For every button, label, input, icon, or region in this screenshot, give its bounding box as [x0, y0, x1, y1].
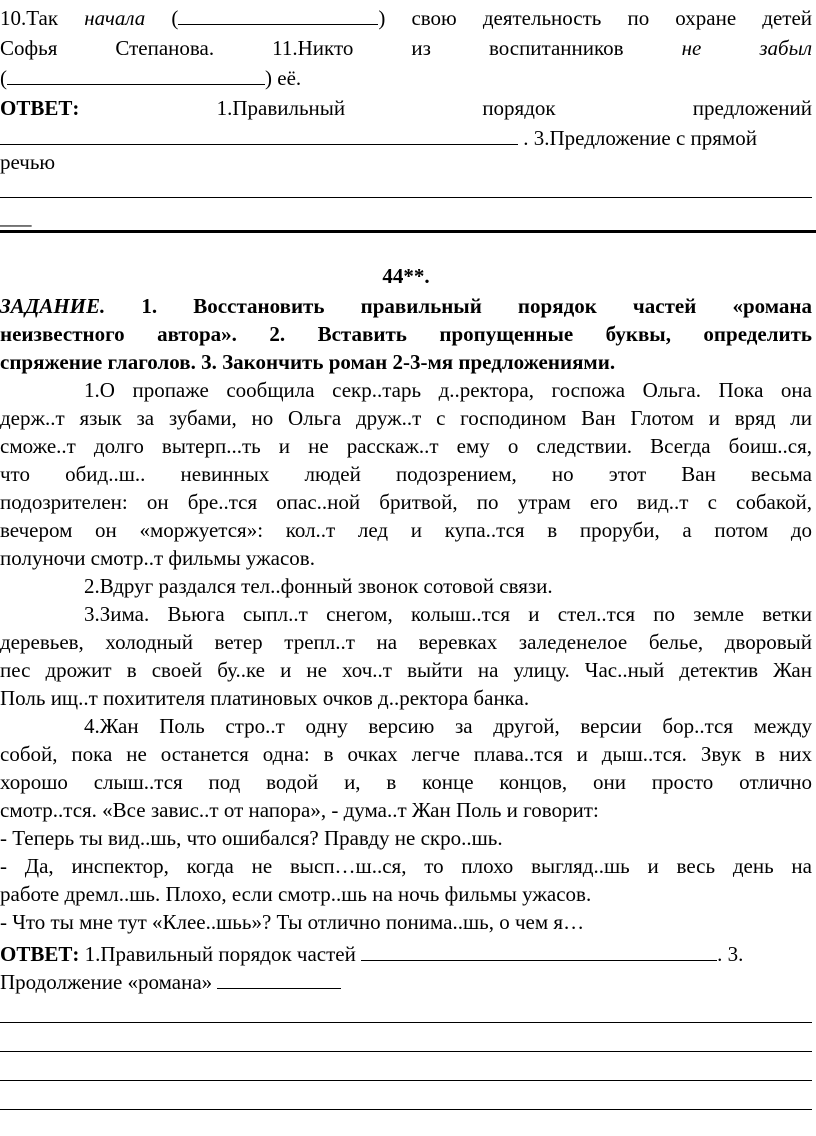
answer-blank[interactable] — [361, 940, 717, 961]
answer-rule[interactable] — [0, 197, 812, 198]
answer-rule[interactable] — [0, 1022, 812, 1023]
continuation-line: Продолжение «романа» — [0, 968, 812, 996]
dialogue-line: - Теперь ты вид..шь, что ошибался? Правду не скро..шь. — [0, 826, 503, 850]
answer-order-line: . 3.Предложение с прямой — [0, 124, 812, 152]
answer-rule[interactable] — [0, 1051, 812, 1052]
answer-line-2: ОТВЕТ: 1.Правильный порядок частей . 3. — [0, 942, 744, 966]
paragraph-3-line: деревьев, холодный ветер трепл..т на веревках заледенелое белье, дворовый — [0, 630, 812, 654]
paragraph-1-line: держ..т язык за зубами, но Ольга друж..т с господином Ван Глотом и вряд ли — [0, 406, 812, 430]
item-10-line: 10.Так начала ( ) свою деятельность по охране детей — [0, 6, 812, 30]
item-11-answer-line: ( ) её. — [0, 66, 302, 90]
answer-rule[interactable] — [0, 1080, 812, 1081]
answer-blank[interactable] — [0, 124, 518, 145]
task-line-3: спряжение глаголов. 3. Закончить роман 2-3-мя предложениями. — [0, 350, 616, 374]
direct-speech-label: речью — [0, 150, 56, 174]
paragraph-1-line: что обид..ш.. невинных людей подозрением, но этот Ван весьма — [0, 462, 812, 486]
task-line-2: неизвестного автора». 2. Вставить пропущенные буквы, определить — [0, 322, 812, 346]
paragraph-4-line: собой, пока не останется одна: в очках легче плава..тся и дыш..тся. Звук в них — [0, 742, 812, 766]
item-11-line: Софья Степанова. 11.Никто из воспитанников не забыл — [0, 36, 812, 60]
paragraph-1-line: вечером он «моржуется»: кол..т лед и купа..тся в проруби, а потом до — [0, 518, 812, 542]
paragraph-1-line: подозрителен: он бре..тся опас..ной бритвой, по утрам его вид..т с собакой, — [0, 490, 812, 514]
paragraph-2: 2.Вдруг раздался тел..фонный звонок сотовой связи. — [84, 574, 553, 598]
answer-line-1: ОТВЕТ: 1.Правильный порядок предложений — [0, 96, 812, 120]
paragraph-1-line: сможе..т долго вытерп...ть и не расскаж..т ему о следствии. Всегда боиш..ся, — [0, 434, 812, 458]
task-line-1: ЗАДАНИЕ. 1. Восстановить правильный порядок частей «романа — [0, 294, 812, 318]
dialogue-line: работе дремл..шь. Плохо, если смотр..шь на ночь фильмы ужасов. — [0, 882, 592, 906]
answer-rule[interactable] — [0, 1109, 812, 1110]
answer-rule-tail: ___ — [0, 205, 32, 229]
paragraph-1-line: полуночи смотр..т фильмы ужасов. — [0, 546, 315, 570]
answer-blank[interactable] — [178, 4, 378, 25]
task-number: 44**. — [382, 264, 430, 288]
answer-blank[interactable] — [7, 64, 265, 85]
answer-blank[interactable] — [217, 968, 341, 989]
dialogue-line: - Да, инспектор, когда не высп…ш..ся, то плохо выгляд..шь и весь день на — [0, 854, 812, 878]
paragraph-1-line: 1.О пропаже сообщила секр..тарь д..ректора, госпожа Ольга. Пока она — [84, 378, 812, 402]
section-divider — [0, 230, 816, 233]
dialogue-line: - Что ты мне тут «Клее..шьь»? Ты отлично понима..шь, о чем я… — [0, 910, 585, 934]
paragraph-4-line: смотр..тся. «Все завис..т от напора», - дума..т Жан Поль и говорит: — [0, 798, 599, 822]
paragraph-4-line: 4.Жан Поль стро..т одну версию за другой, версии бор..тся между — [84, 714, 812, 738]
paragraph-3-line: 3.Зима. Вьюга сыпл..т снегом, колыш..тся и стел..тся по земле ветки — [84, 602, 812, 626]
paragraph-3-line: Поль ищ..т похитителя платиновых очков д..ректора банка. — [0, 686, 530, 710]
paragraph-4-line: хорошо слыш..тся под водой и, в конце концов, они просто отлично — [0, 770, 812, 794]
paragraph-3-line: пес дрожит в своей бу..ке и не хоч..т выйти на улицу. Час..ный детектив Жан — [0, 658, 812, 682]
